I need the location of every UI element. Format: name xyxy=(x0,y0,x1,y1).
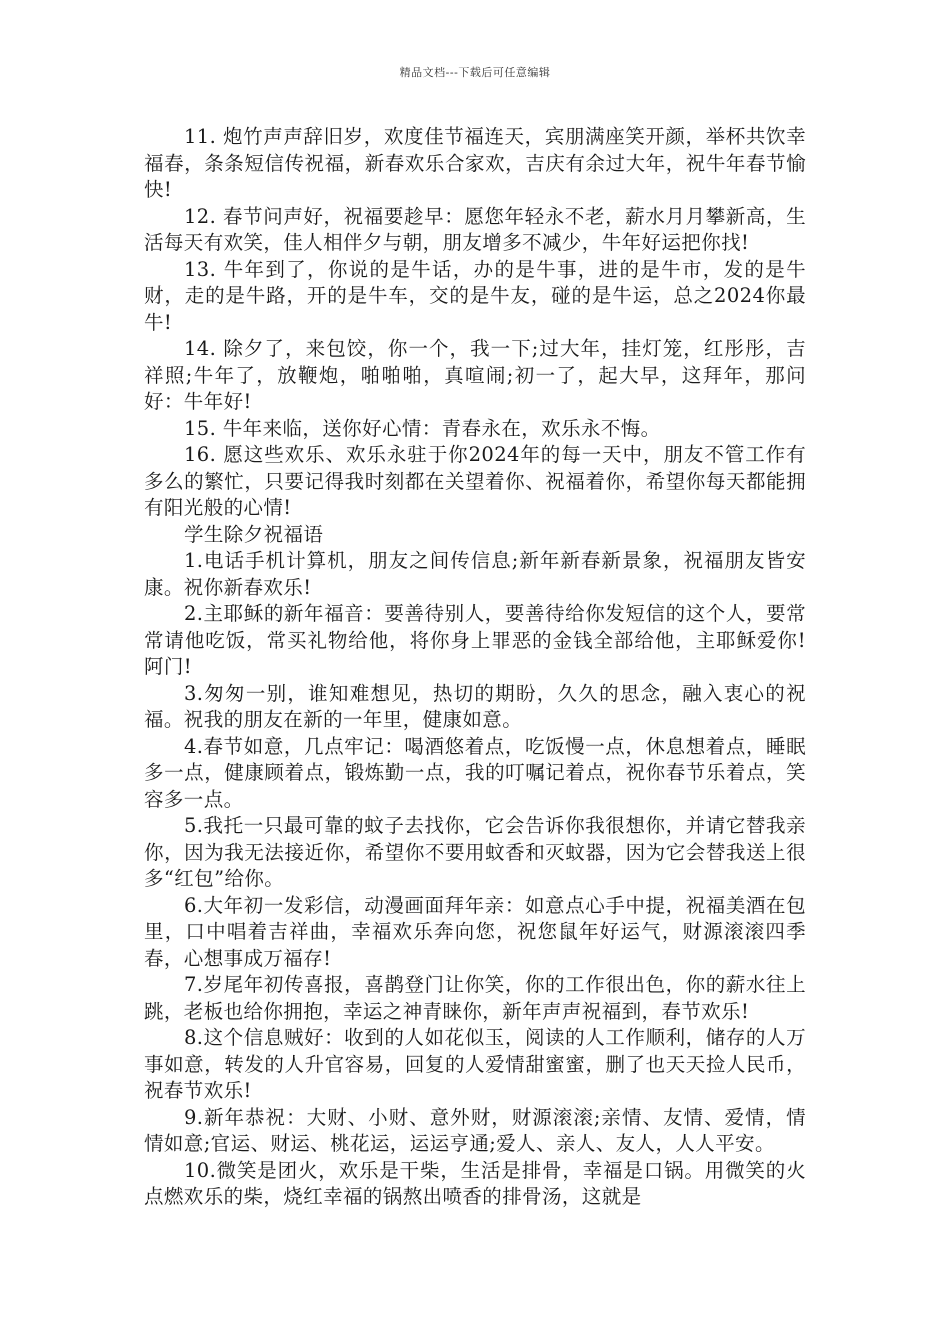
document-body xyxy=(144,124,806,1211)
student-paragraph-8: 8.这个信息贼好：收到的人如花似玉，阅读的人工作顺利，储存的人万事如意，转发的人升官容易，回复的人爱情甜蜜蜜，删了也天天捡人民币，祝春节欢乐! xyxy=(144,1026,806,1102)
student-paragraph-3: 3.匆匆一别，谁知难想见，热切的期盼，久久的思念，融入衷心的祝福。祝我的朋友在新的一年里，健康如意。 xyxy=(144,681,806,731)
page-header: 精品文档---下载后可任意编辑 xyxy=(399,66,551,79)
student-paragraph-7: 7.岁尾年初传喜报，喜鹊登门让你笑，你的工作很出色，你的薪水往上跳，老板也给你拥抱，幸运之神青睐你，新年声声祝福到，春节欢乐! xyxy=(144,973,806,1023)
paragraph-13: 13. 牛年到了，你说的是牛话，办的是牛事，进的是牛市，发的是牛财，走的是牛路，开的是牛车，交的是牛友，碰的是牛运，总之2024你最牛! xyxy=(144,257,806,334)
paragraph-16: 16. 愿这些欢乐、欢乐永驻于你2024年的每一天中，朋友不管工作有多么的繁忙，只要记得我时刻都在关望着你、祝福着你，希望你每天都能拥有阳光般的心情! xyxy=(144,443,806,519)
student-paragraph-9: 9.新年恭祝：大财、小财、意外财，财源滚滚;亲情、友情、爱情，情情如意;官运、财运、桃花运，运运亨通;爱人、亲人、友人，人人平安。 xyxy=(144,1105,806,1155)
paragraph-14: 14. 除夕了，来包饺，你一个，我一下;过大年，挂灯笼，红彤彤，吉祥照;牛年了，放鞭炮，啪啪啪，真喧闹;初一了，起大早，这拜年，那问好：牛年好! xyxy=(144,337,806,413)
section-heading: 学生除夕祝福语 xyxy=(183,522,324,546)
student-paragraph-10: 10.微笑是团火，欢乐是干柴，生活是排骨，幸福是口锅。用微笑的火点燃欢乐的柴，烧红幸福的锅熬出喷香的排骨汤，这就是 xyxy=(144,1158,806,1208)
student-paragraph-1: 1.电话手机计算机，朋友之间传信息;新年新春新景象，祝福朋友皆安康。祝你新春欢乐! xyxy=(144,549,806,599)
paragraph-11: 11. 炮竹声声辞旧岁，欢度佳节福连天，宾朋满座笑开颜，举杯共饮幸福春，条条短信传祝福，新春欢乐合家欢，吉庆有余过大年，祝牛年春节愉快! xyxy=(144,125,806,201)
student-paragraph-6: 6.大年初一发彩信，动漫画面拜年亲：如意点心手中提，祝福美酒在包里，口中唱着吉祥曲，幸福欢乐奔向您，祝您鼠年好运气，财源滚滚四季春，心想事成万福存! xyxy=(144,893,806,970)
student-paragraph-5: 5.我托一只最可靠的蚊子去找你，它会告诉你我很想你，并请它替我亲你，因为我无法接近你，希望你不要用蚊香和灭蚊器，因为它会替我送上很多“红包”给你。 xyxy=(144,814,806,890)
paragraph-12: 12. 春节问声好，祝福要趁早：愿您年轻永不老，薪水月月攀新高，生活每天有欢笑，佳人相伴夕与朝，朋友增多不减少，牛年好运把你找! xyxy=(144,204,806,254)
student-paragraph-2: 2.主耶稣的新年福音：要善待别人，要善待给你发短信的这个人，要常常请他吃饭，常买礼物给他，将你身上罪恶的金钱全部给他，主耶稣爱你!阿门! xyxy=(144,602,806,678)
student-paragraph-4: 4.春节如意，几点牢记：喝酒悠着点，吃饭慢一点，休息想着点，睡眠多一点，健康顾着点，锻炼勤一点，我的叮嘱记着点，祝你春节乐着点，笑容多一点。 xyxy=(144,734,806,811)
paragraph-15: 15. 牛年来临，送你好心情：青春永在，欢乐永不悔。 xyxy=(183,416,661,440)
